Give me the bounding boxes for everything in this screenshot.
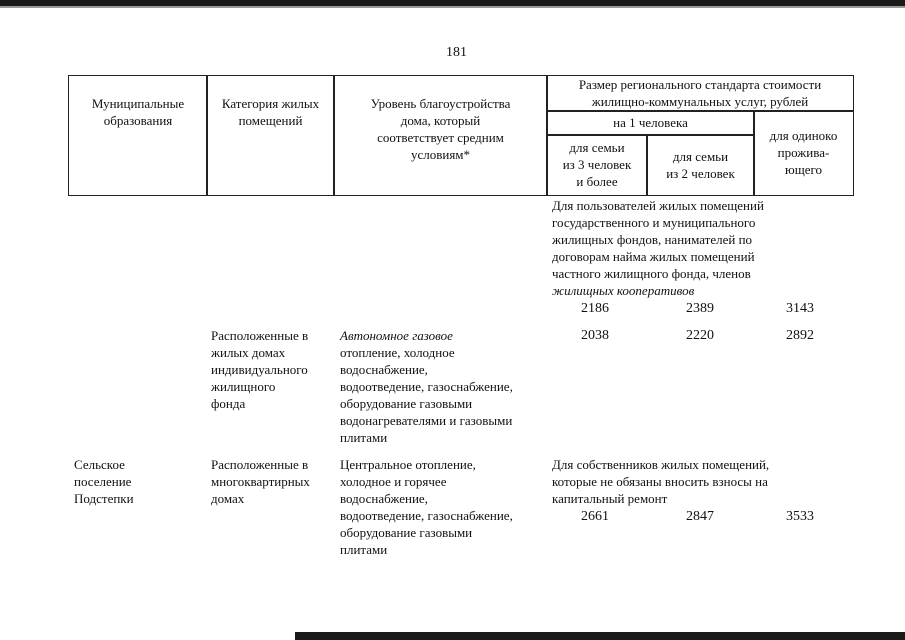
- municipality-line: поселение: [74, 474, 132, 489]
- header-category-line: Категория жилых: [221, 96, 320, 111]
- row3-category: [211, 456, 336, 507]
- note-line: жилищных кооперативов: [552, 283, 695, 298]
- category-line: Расположенные в: [211, 457, 309, 472]
- category-line: фонда: [211, 396, 246, 411]
- header-family2-line: для семьи: [672, 149, 729, 164]
- header-amenities-line: условиям*: [410, 147, 471, 162]
- value-family3: 2038: [581, 328, 609, 343]
- amenities-line: Центральное отопление,: [340, 457, 476, 472]
- amenities-line: плитами: [340, 542, 388, 557]
- value-family3: 2661: [581, 509, 609, 524]
- value-family2: 2220: [686, 328, 714, 343]
- category-line: жилищного: [211, 379, 276, 394]
- municipality-line: Подстепки: [74, 491, 134, 506]
- header-cell-family3: [546, 134, 648, 196]
- row3-municipality: [74, 456, 204, 507]
- header-cell-standard-size: [546, 75, 854, 112]
- header-standard-line: жилищно-коммунальных услуг, рублей: [591, 94, 809, 109]
- category-line: индивидуального: [211, 362, 308, 377]
- header-amenities-line: соответствует средним: [377, 130, 504, 145]
- category-line: жилых домах: [211, 345, 286, 360]
- value-single: 3533: [786, 509, 814, 524]
- note-line: капитальный ремонт: [552, 491, 668, 506]
- header-family3-line: и более: [576, 174, 618, 189]
- scan-top-border-shade: [0, 6, 905, 8]
- note-line: договорам найма жилых помещений: [552, 249, 755, 264]
- header-cell-single: [753, 110, 854, 196]
- header-category-line: помещений: [238, 113, 303, 128]
- page-number: 181: [446, 45, 467, 60]
- value-family3: 2186: [581, 301, 609, 316]
- section-note-owners: [552, 456, 852, 507]
- amenities-line: водоотведение, газоснабжение,: [340, 379, 513, 394]
- header-municipality-line: образования: [103, 113, 173, 128]
- header-cell-amenities: [333, 75, 548, 196]
- category-line: многоквартирных: [211, 474, 310, 489]
- header-cell-municipality: [68, 75, 208, 196]
- header-family3-line: из 3 человек: [562, 157, 632, 172]
- header-amenities-line: дома, который: [400, 113, 481, 128]
- header-cell-family2: [646, 134, 755, 196]
- header-per-person: на 1 человека: [613, 115, 688, 130]
- header-single-line: прожива-: [777, 145, 830, 160]
- header-single-line: ющего: [784, 162, 822, 177]
- amenities-line: отопление, холодное: [340, 345, 455, 360]
- header-amenities-line: Уровень благоустройства: [370, 96, 511, 111]
- amenities-line: плитами: [340, 430, 388, 445]
- amenities-line: водоснабжение,: [340, 491, 428, 506]
- value-single: 3143: [786, 301, 814, 316]
- header-family3-line: для семьи: [569, 140, 625, 155]
- note-line: Для собственников жилых помещений,: [552, 457, 770, 472]
- note-line: Для пользователей жилых помещений: [552, 198, 764, 213]
- row2-amenities: [340, 327, 550, 446]
- value-family2: 2389: [686, 301, 714, 316]
- amenities-line: холодное и горячее: [340, 474, 447, 489]
- note-line: частного жилищного фонда, членов: [552, 266, 751, 281]
- header-family2-line: из 2 человек: [666, 166, 735, 181]
- note-line: которые не обязаны вносить взносы на: [552, 474, 768, 489]
- note-line: государственного и муниципального: [552, 215, 756, 230]
- category-line: Расположенные в: [211, 328, 309, 343]
- amenities-line: водоотведение, газоснабжение,: [340, 508, 513, 523]
- header-cell-per-person: [546, 110, 755, 136]
- header-standard-line: Размер регионального стандарта стоимости: [578, 77, 822, 92]
- category-line: домах: [211, 491, 245, 506]
- municipality-line: Сельское: [74, 457, 125, 472]
- amenities-line: Автономное газовое: [340, 328, 453, 343]
- section-note-tenants: [552, 197, 852, 299]
- note-line: жилищных фондов, нанимателей по: [552, 232, 753, 247]
- row3-amenities: [340, 456, 550, 558]
- scan-bottom-border: [295, 632, 905, 640]
- header-single-line: для одиноко: [769, 128, 838, 143]
- header-cell-category: [206, 75, 335, 196]
- amenities-line: водонагревателями и газовыми: [340, 413, 513, 428]
- row2-category: [211, 327, 336, 412]
- value-single: 2892: [786, 328, 814, 343]
- amenities-line: оборудование газовыми: [340, 396, 473, 411]
- value-family2: 2847: [686, 509, 714, 524]
- header-municipality-line: Муниципальные: [91, 96, 185, 111]
- amenities-line: оборудование газовыми: [340, 525, 473, 540]
- amenities-line: водоснабжение,: [340, 362, 428, 377]
